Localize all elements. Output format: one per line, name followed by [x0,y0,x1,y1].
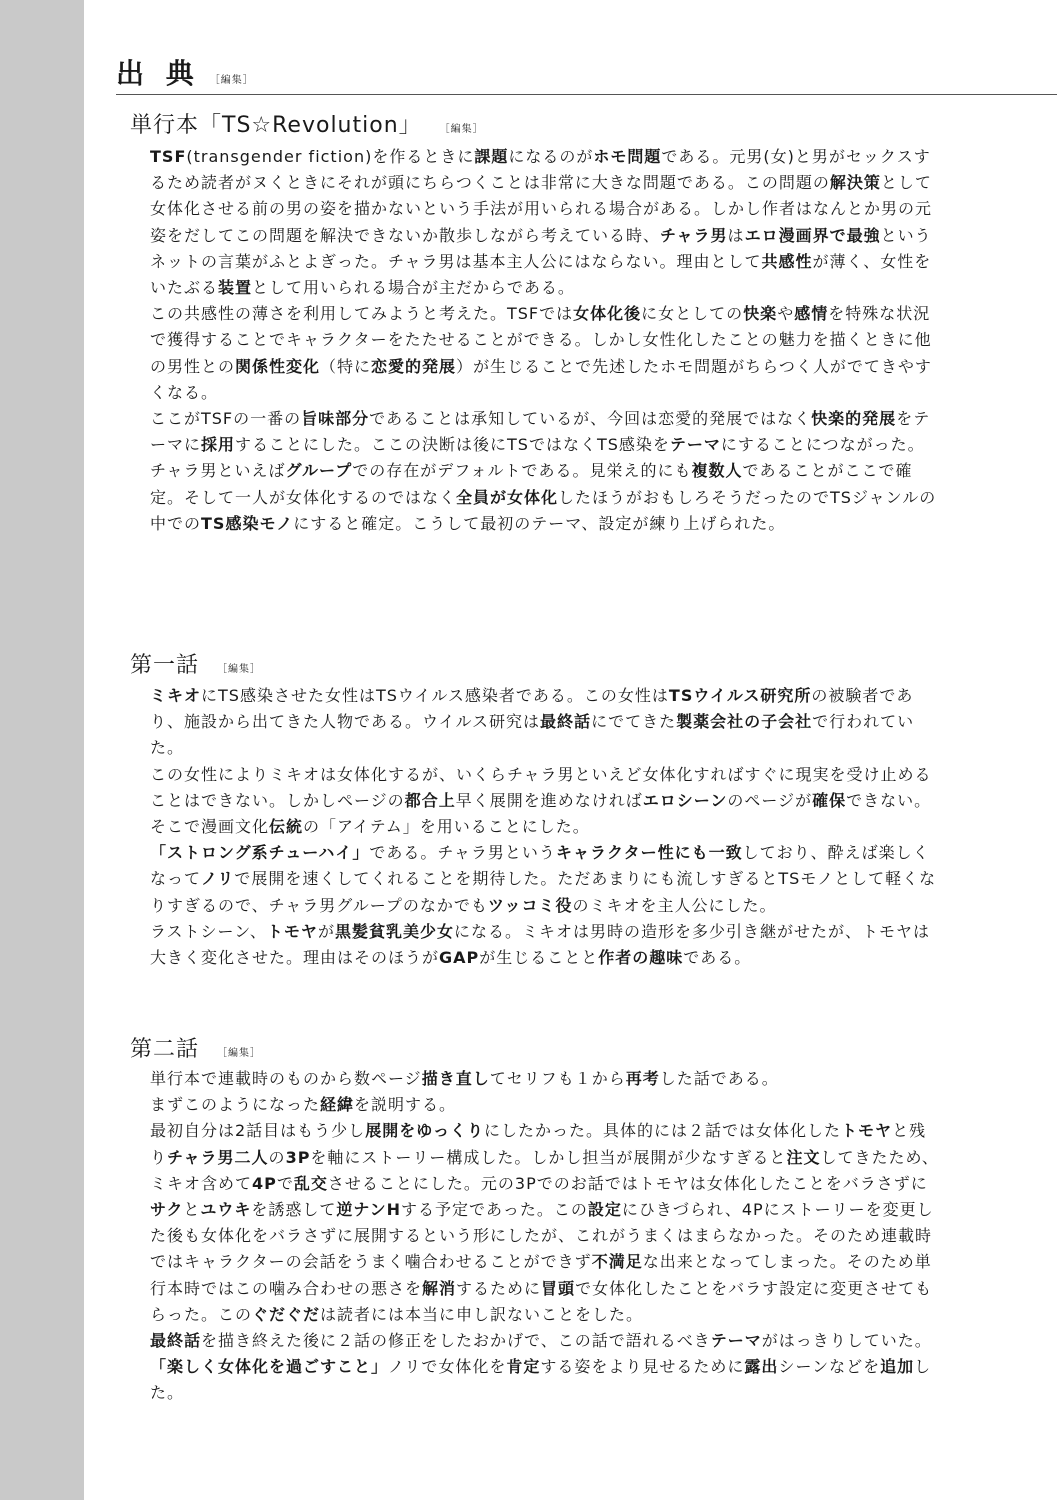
body-text: が薄く、女性をいたぶる [150,251,932,298]
emphasis-text: 共感性 [761,251,813,271]
emphasis-text: 全員が女体化 [456,487,559,507]
section-body-episode-1 [150,683,940,971]
body-text: で女体化したことをバラす設定に変更させてもらった。この [150,1278,933,1324]
body-text: するために [456,1278,542,1298]
paragraph [150,458,940,537]
body-text: を誘惑して [251,1200,337,1220]
emphasis-text: 快楽 [743,304,778,324]
emphasis-text: 展開をゆっくり [365,1121,485,1141]
emphasis-text: 恋愛的発展 [371,356,457,376]
body-text: が生じることと [479,948,599,968]
emphasis-text: キャラクター性にも一致 [555,843,743,863]
body-text: にでてきた [591,712,677,732]
section-heading-text: 単行本「TS☆Revolution」 [130,113,422,138]
emphasis-text: 4P [252,1173,277,1193]
emphasis-text: テーマ [710,1331,762,1351]
emphasis-text: ノリ [201,869,235,889]
emphasis-text: チャラ男二人 [167,1147,269,1167]
body-text: する予定であった。この [401,1200,588,1220]
emphasis-text: 再考 [625,1069,660,1088]
body-text: この共感性の薄さを利用してみようと考えた。TSFでは [150,304,574,324]
body-text: したほうがおもしろそうだったのでTSジャンルの中での [150,487,937,533]
body-text: と [183,1200,201,1220]
emphasis-text: 関係性変化 [235,356,321,376]
paragraph [150,406,940,458]
page-title-text: 出 典 [116,57,200,90]
emphasis-text: 肯定 [506,1357,541,1377]
emphasis-text: 複数人 [691,461,743,481]
body-text: (transgender fiction)を作るときに [186,147,475,166]
body-text: がはっきりしていた。 [761,1331,932,1351]
paragraph [150,762,940,841]
left-margin-band [0,0,84,1500]
emphasis-text: TSウイルス研究所 [668,686,812,705]
emphasis-text: TSF [150,147,187,166]
paragraph [150,840,940,919]
body-text: した。 [150,1357,932,1403]
body-text: にすると確定。こうして最初のテーマ、設定が練り上げられた。 [293,513,786,533]
emphasis-text: 追加 [880,1357,915,1377]
body-text: での存在がデフォルトである。見栄え的にも [352,461,692,481]
emphasis-text: 旨味部分 [301,409,370,429]
body-text: 単行本で連載時のものから数ページ [150,1069,422,1088]
section-heading-text: 第二話 [130,1037,200,1062]
emphasis-text: 女体化後 [573,304,642,324]
body-text: チャラ男といえば [150,461,286,481]
section-body-book [150,144,940,537]
body-text: である。チャラ男という [369,843,556,863]
emphasis-text: 感情 [794,304,829,324]
body-text: ）が生じることで先述したホモ問題がちらつく人がでてきやすくなる。 [150,356,932,402]
emphasis-text: 製薬会社の子会社 [676,712,813,732]
body-text: になる。ミキオは男時の造形を多少引き継がせたが、トモヤは大きく変化させた。理由はそのほうが [150,921,930,968]
body-text: させることにした。元の3Pでのお話ではトモヤは女体化したことをバラさずに [327,1173,928,1193]
emphasis-text: テーマ [669,435,721,455]
emphasis-text: チャラ男 [660,225,728,245]
emphasis-text: 装置 [218,278,253,298]
emphasis-text: エロシーン [642,790,728,810]
emphasis-text: 都合上 [404,790,456,810]
emphasis-text: 作者の趣味 [598,948,684,968]
body-text: シーンなどを [778,1357,881,1377]
body-text: であることがここで確定。そして一人が女体化するのではなく [150,461,913,507]
body-text: することにした。ここの決断は後にTSではなくTS感染を [235,435,670,455]
paragraph [150,1066,940,1092]
emphasis-text: 逆ナンH [336,1200,402,1220]
emphasis-text: トモヤ [266,921,318,941]
emphasis-text: 注文 [786,1147,821,1167]
body-text: の「アイテム」を用いることにした。 [303,817,590,837]
body-text: で展開を速くしてくれることを期待した。ただあまりにも流しすぎるとTSモノとして軽くなりすぎるので、チャラ男グループのなかでも [150,869,937,915]
emphasis-text: ユウキ [200,1200,252,1220]
section-heading-text: 第一話 [130,653,200,678]
emphasis-text: 冒頭 [541,1278,576,1298]
paragraph [150,1118,940,1328]
emphasis-text: ツッコミ役 [487,895,573,915]
page-edit-link[interactable]: ［編集］ [209,75,254,86]
body-text: ラストシーン、 [150,921,267,941]
emphasis-text: 採用 [201,435,236,455]
emphasis-text: 解決策 [829,173,881,193]
body-text: しており、酔えば楽しくなって [150,843,930,889]
page-title [116,52,254,92]
body-text: として用いられる場合が主だからである。 [252,278,575,298]
body-text: を説明する。 [354,1095,457,1115]
emphasis-text: 設定 [587,1200,622,1220]
emphasis-text: グループ [285,461,353,481]
emphasis-text: ホモ問題 [593,147,662,166]
body-text: ここがTSFの一番の [150,409,302,429]
body-text: な出来となってしまった。そのため単行本時ではこの噛み合わせの悪さを [150,1252,932,1298]
body-text: の被験者であり、施設から出てきた人物である。ウイルス研究は [150,686,914,732]
body-text: できない。そこで漫画文化 [150,790,932,837]
emphasis-text: 課題 [474,147,509,166]
emphasis-text: 露出 [744,1357,779,1377]
emphasis-text: ミキオ [150,686,202,705]
emphasis-text: 快楽的発展 [811,409,897,429]
body-text: 最初自分は2話目はもう少し [150,1121,366,1141]
body-text: してきたため、ミキオ含めて [150,1147,939,1193]
body-text: は読者には本当に申し訳ないことをした。 [320,1304,644,1324]
emphasis-text: 経緯 [320,1095,355,1115]
emphasis-text: エロ漫画界で最強 [744,225,881,245]
body-text: は [727,225,745,245]
paragraph [150,1092,940,1118]
emphasis-text: 最終話 [150,1331,202,1351]
emphasis-text: 「ストロング系チューハイ」 [150,843,370,863]
body-text: であることは承知しているが、今回は恋愛的発展ではなく [369,409,812,429]
body-text: として女体化させる前の男の姿を描かないという手法が用いられる場合がある。しかし作者はなんとか男の元姿をだしてこの問題を解決できないか散歩しながら考えている時、 [150,173,933,245]
body-text: である。 [683,948,752,968]
body-text: が [317,921,335,941]
body-text: のページが [727,790,813,810]
paragraph [150,1328,940,1407]
title-divider [116,94,1057,95]
body-text: というネットの言葉がふとよぎった。チャラ男は基本主人公にはならない。理由として [150,225,932,271]
emphasis-text: トモヤ [841,1121,893,1141]
emphasis-text: 黒髪貧乳美少女 [334,921,454,941]
body-text: てセリフも１から [489,1069,626,1088]
body-text: になるのが [508,147,594,166]
emphasis-text: 不満足 [591,1252,643,1272]
body-text: を特殊な状況で獲得することでキャラクターをたたせることができる。しかし女性化したことの魅力を描くときに他の男性との [150,304,932,376]
body-text: や [777,304,795,324]
body-text: で行われていた。 [150,712,915,758]
section-heading-episode-2 [130,1032,261,1063]
body-text: の [268,1147,286,1167]
emphasis-text: GAP [439,948,480,968]
body-text: にTS感染させた女性はTSウイルス感染者である。この女性は [201,686,669,705]
section-heading-book [130,108,484,139]
body-text: をテーマに [150,409,931,455]
emphasis-text: サク [150,1200,184,1220]
paragraph [150,919,940,971]
emphasis-text: 最終話 [540,712,592,732]
body-text: にしたかった。具体的には２話では女体化した [484,1121,842,1141]
emphasis-text: 確保 [812,790,847,810]
body-text: と残り [150,1121,927,1167]
section-heading-episode-1 [130,648,261,679]
body-text: にひきづられ、4Pにストーリーを変更した後も女体化をバラさずに展開するという形にしたが、これがうまくはまらなかった。そのため連載時ではキャラクターの会話をうまく噛合わせることができず [150,1200,934,1272]
emphasis-text: 乱交 [293,1173,328,1193]
emphasis-text: 3P [285,1147,311,1167]
emphasis-text: 解消 [422,1278,457,1298]
body-text: を軸にストーリー構成した。しかし担当が展開が少なすぎると [310,1147,787,1167]
body-text: 早く展開を進めなければ [455,790,643,810]
emphasis-text: 伝統 [269,817,304,837]
section-edit-link[interactable]: ［編集］ [217,1048,262,1059]
body-text: を描き終えた後に２話の修正をしたおかげで、この話で語れるべき [201,1331,711,1351]
body-text: に女としての [641,304,744,324]
body-text: にすることにつながった。 [720,435,925,455]
paragraph [150,683,940,762]
emphasis-text: 「楽しく女体化を過ごすこと」 [150,1357,389,1377]
emphasis-text: 描き直し [421,1069,490,1088]
body-text: ノリで女体化を [388,1357,507,1377]
body-text: （特に [320,356,372,376]
body-text: する姿をより見せるために [540,1357,745,1377]
paragraph [150,301,940,406]
body-text: で [276,1173,294,1193]
section-body-episode-2 [150,1066,940,1407]
paragraph [150,144,940,301]
body-text: この女性によりミキオは女体化するが、いくらチャラ男といえど女体化すればすぐに現実を受け止めることはできない。しかしページの [150,764,932,810]
emphasis-text: ぐだぐだ [252,1304,321,1324]
emphasis-text: TS感染モノ [201,513,294,533]
body-text: まずこのようになった [150,1095,321,1115]
body-text: である。元男(女)と男がセックスするため読者がヌくときにそれが頭にちらつくことは非常に大きな問題である。この問題の [150,147,931,193]
section-edit-link[interactable]: ［編集］ [217,664,262,675]
body-text: のミキオを主人公にした。 [572,895,777,915]
body-text: した話である。 [659,1069,779,1088]
section-edit-link[interactable]: ［編集］ [439,124,484,135]
